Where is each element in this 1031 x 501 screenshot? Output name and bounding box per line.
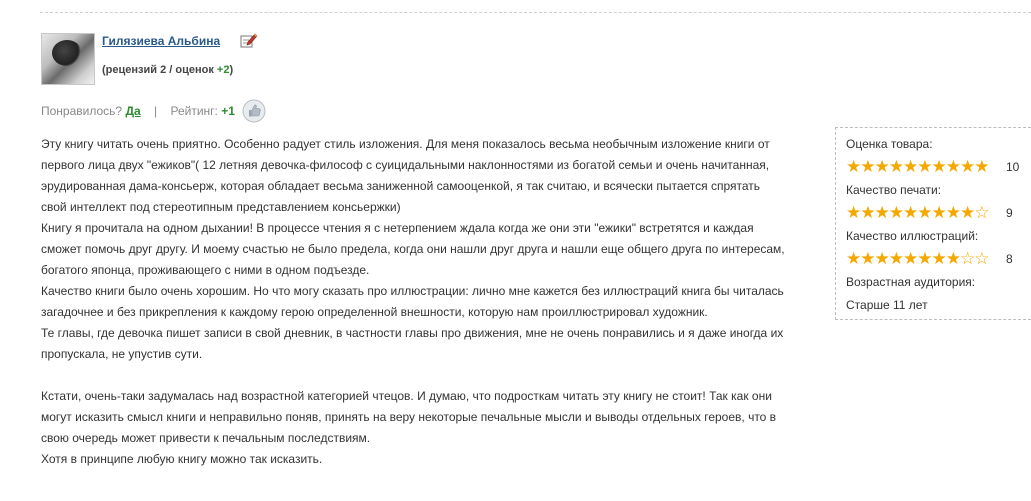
star-filled-icon: ★ <box>917 157 932 176</box>
star-filled-icon: ★ <box>860 249 875 268</box>
review-paragraph-2: Книгу я прочитала на одном дыхании! В процессе чтения я с нетерпением ждала когда же они эти "ежики" встретятся и каждая сможет помочь друг другу. И моему счастью не было предела, когда они нашли друг друга и нашли еще общего друга по интересам, богатого японца, проживающего с ними в одном подъезде. <box>41 221 785 277</box>
star-filled-icon: ★ <box>917 203 932 222</box>
liked-yes-link[interactable]: Да <box>125 104 141 118</box>
ratings-panel <box>835 127 1031 320</box>
star-filled-icon: ★ <box>945 157 960 176</box>
thumbs-up-icon[interactable] <box>242 99 266 123</box>
star-filled-icon: ★ <box>888 203 903 222</box>
stats-prefix: (рецензий 2 / оценок <box>102 64 217 76</box>
star-filled-icon: ★ <box>874 157 889 176</box>
star-filled-icon: ★ <box>874 203 889 222</box>
stats-suffix: ) <box>229 64 234 76</box>
star-empty-icon: ☆ <box>960 249 975 268</box>
age-audience-value: Старше 11 лет <box>846 298 928 312</box>
edit-pencil-icon[interactable] <box>240 31 258 49</box>
star-filled-icon: ★ <box>846 203 861 222</box>
review-paragraph-4: Те главы, где девочка пишет записи в свой дневник, в частности главы про движения, мне не очень понравились и я даже иногда их пропускала, не упустив сути. <box>41 326 784 361</box>
star-filled-icon: ★ <box>931 203 946 222</box>
review-paragraph-1: Эту книгу читать очень приятно. Особенно радует стиль изложения. Для меня показалось весьма необычным изложение книги от первого лица двух "ежиков"( 12 летняя девочка-философ с суицидальными наклонностями из богатой семьи и очень начитанная, эрудированная дама-консьерж, которая обладает весьма заниженной самооценкой, я так считаю, и всячески пытается спрятать свой интеллект под стереотипным представлением консьержки) <box>41 137 770 214</box>
review-body <box>41 134 786 470</box>
product-rating-row <box>846 152 1031 182</box>
star-filled-icon: ★ <box>888 157 903 176</box>
author-name-link[interactable]: Гилязиева Альбина <box>102 34 221 48</box>
star-filled-icon: ★ <box>846 157 861 176</box>
star-empty-icon: ☆ <box>974 203 989 222</box>
product-rating-label: Оценка товара: <box>846 137 933 151</box>
star-filled-icon: ★ <box>860 203 875 222</box>
star-filled-icon: ★ <box>860 157 875 176</box>
star-filled-icon: ★ <box>903 203 918 222</box>
star-filled-icon: ★ <box>931 249 946 268</box>
liked-question: Понравилось? <box>41 104 123 118</box>
product-rating-stars <box>846 157 989 176</box>
illustrations-quality-label: Качество иллюстраций: <box>846 229 979 243</box>
star-filled-icon: ★ <box>945 203 960 222</box>
top-divider <box>40 12 1031 13</box>
author-avatar[interactable] <box>41 33 95 85</box>
star-filled-icon: ★ <box>888 249 903 268</box>
star-filled-icon: ★ <box>903 157 918 176</box>
star-filled-icon: ★ <box>874 249 889 268</box>
star-filled-icon: ★ <box>960 157 975 176</box>
star-filled-icon: ★ <box>917 249 932 268</box>
star-filled-icon: ★ <box>903 249 918 268</box>
product-rating-value: 10 <box>1006 160 1020 174</box>
star-filled-icon: ★ <box>974 157 989 176</box>
feedback-separator: | <box>154 104 158 118</box>
avatar-photo <box>52 40 82 66</box>
illustrations-quality-value: 8 <box>1006 252 1013 266</box>
age-audience-label: Возрастная аудитория: <box>846 275 976 289</box>
star-filled-icon: ★ <box>960 203 975 222</box>
rating-value: +1 <box>221 104 235 118</box>
print-quality-label: Качество печати: <box>846 183 942 197</box>
author-stats <box>102 64 233 76</box>
paragraph-spacer <box>41 365 786 386</box>
rating-label: Рейтинг: <box>170 104 218 118</box>
star-empty-icon: ☆ <box>974 249 989 268</box>
review-paragraph-5: Кстати, очень-таки задумалась над возрастной категорией чтецов. И думаю, что подросткам читать эту книгу не стоит! Так как они могут исказить смысл книги и неправильно поняв, принять на веру некоторые печальные мысли и выводы отдельных героев, что в свою очередь может привести к печальным последствиям. <box>41 389 777 445</box>
print-quality-value: 9 <box>1006 206 1013 220</box>
star-filled-icon: ★ <box>931 157 946 176</box>
star-filled-icon: ★ <box>846 249 861 268</box>
star-filled-icon: ★ <box>945 249 960 268</box>
review-feedback-row <box>41 104 235 118</box>
print-quality-stars <box>846 203 989 222</box>
print-quality-row <box>846 198 1031 228</box>
review-paragraph-6: Хотя в принципе любую книгу можно так исказить. <box>41 452 323 466</box>
stats-plus-count: +2 <box>216 64 230 76</box>
illustrations-quality-stars <box>846 249 989 268</box>
review-paragraph-3: Качество книги было очень хорошим. Но что могу сказать про иллюстрации: лично мне кажется без иллюстраций книга бы читалась загадочнее и без прикрепления к каждому герою определенной внешности, которую нам проиллюстрировал художник. <box>41 284 784 319</box>
illustrations-quality-row <box>846 244 1031 274</box>
